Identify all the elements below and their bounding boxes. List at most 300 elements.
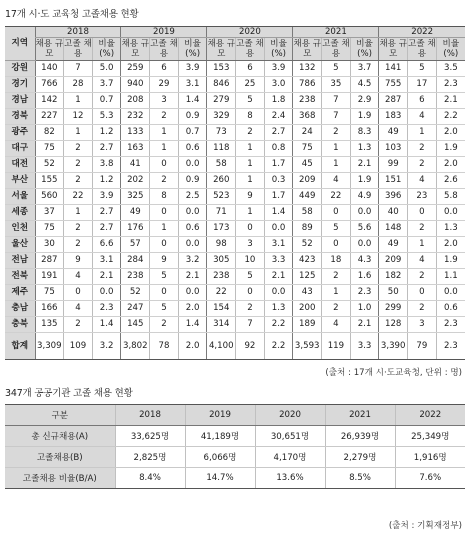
data-cell: 2 (408, 221, 437, 237)
data-cell: 3.7 (350, 61, 379, 77)
region-cell: 울산 (5, 237, 35, 253)
region-cell: 경남 (5, 93, 35, 109)
public-institution-hiring-table (5, 404, 465, 489)
total-cell: 119 (322, 333, 351, 360)
data-cell: 325 (121, 189, 150, 205)
table-row (5, 221, 465, 237)
data-cell: 9 (64, 253, 93, 269)
data-cell: 5 (236, 269, 265, 285)
data-cell: 23 (408, 189, 437, 205)
total-cell: 3,802 (121, 333, 150, 360)
region-cell: 충북 (5, 317, 35, 333)
subheader-cell: 비율 (%) (92, 38, 121, 61)
data-cell: 232 (121, 109, 150, 125)
region-column-header: 지역 (5, 27, 35, 61)
data-cell: 0 (322, 205, 351, 221)
data-cell: 0 (150, 285, 179, 301)
data-cell: 0.0 (92, 285, 121, 301)
data-cell: 98 (207, 237, 236, 253)
data-cell: 1.7 (264, 157, 293, 173)
data-cell: 2 (236, 125, 265, 141)
region-cell: 세종 (5, 205, 35, 221)
data-cell: 176 (121, 221, 150, 237)
data-cell: 0 (236, 285, 265, 301)
data-cell: 3 (408, 317, 437, 333)
table-row (5, 253, 465, 269)
data-cell: 3 (150, 93, 179, 109)
region-cell: 대전 (5, 157, 35, 173)
data-cell: 0.7 (178, 125, 207, 141)
data-cell: 5.6 (350, 221, 379, 237)
data-cell: 128 (379, 317, 408, 333)
year-header: 2021 (325, 405, 395, 426)
data-cell: 2.1 (436, 93, 465, 109)
data-cell: 329 (207, 109, 236, 125)
data-cell: 259 (121, 61, 150, 77)
data-cell: 4 (322, 173, 351, 189)
data-cell: 26,939명 (325, 426, 395, 447)
table1-title: 17개 시·도 교육청 고졸채용 현황 (5, 9, 139, 20)
data-cell: 10 (236, 253, 265, 269)
data-cell: 2.7 (92, 221, 121, 237)
subheader-cell: 채용 규모 (121, 39, 150, 59)
data-cell: 0 (64, 285, 93, 301)
data-cell: 140 (35, 61, 64, 77)
year-header: 2018 (35, 27, 121, 38)
region-cell: 대구 (5, 141, 35, 157)
data-cell: 3.7 (92, 77, 121, 93)
data-cell: 4 (408, 253, 437, 269)
data-cell: 71 (207, 205, 236, 221)
region-cell: 인천 (5, 221, 35, 237)
data-cell: 2 (408, 141, 437, 157)
data-cell: 846 (207, 77, 236, 93)
data-cell: 0.0 (178, 237, 207, 253)
data-cell: 755 (379, 77, 408, 93)
row-label: 총 신규채용(A) (5, 426, 115, 447)
data-cell: 49 (121, 205, 150, 221)
total-cell: 3,593 (293, 333, 322, 360)
data-cell: 1 (64, 93, 93, 109)
data-cell: 173 (207, 221, 236, 237)
data-cell: 1.2 (92, 125, 121, 141)
data-cell: 0 (322, 237, 351, 253)
table-row (5, 141, 465, 157)
year-header: 2022 (395, 405, 465, 426)
data-cell: 209 (379, 253, 408, 269)
data-cell: 287 (35, 253, 64, 269)
data-cell: 3.3 (264, 253, 293, 269)
data-cell: 3.1 (264, 237, 293, 253)
data-cell: 41 (121, 157, 150, 173)
data-cell: 191 (35, 269, 64, 285)
data-cell: 2.7 (92, 205, 121, 221)
data-cell: 2.0 (436, 157, 465, 173)
data-cell: 89 (293, 221, 322, 237)
data-cell: 25 (236, 77, 265, 93)
subheader-cell: 고졸 채용 (408, 39, 436, 59)
data-cell: 7 (64, 61, 93, 77)
data-cell: 6.6 (92, 237, 121, 253)
data-cell: 2.9 (350, 93, 379, 109)
data-cell: 5.3 (92, 109, 121, 125)
region-cell: 경기 (5, 77, 35, 93)
total-cell: 109 (64, 333, 93, 360)
data-cell: 1 (150, 125, 179, 141)
data-cell: 209 (293, 173, 322, 189)
data-cell: 6,066명 (185, 447, 255, 468)
data-cell: 5.8 (436, 189, 465, 205)
row-label: 고졸채용 비율(B/A) (5, 468, 115, 489)
data-cell: 5 (150, 269, 179, 285)
year-header: 2020 (207, 27, 293, 38)
data-cell: 1.7 (264, 189, 293, 205)
data-cell: 238 (207, 269, 236, 285)
data-cell: 4 (64, 301, 93, 317)
total-cell: 92 (236, 333, 265, 360)
data-cell: 1 (64, 205, 93, 221)
data-cell: 4.3 (350, 253, 379, 269)
data-cell: 2.6 (436, 173, 465, 189)
data-cell: 4,170명 (255, 447, 325, 468)
data-cell: 368 (293, 109, 322, 125)
total-cell: 3,390 (379, 333, 408, 360)
year-header: 2019 (121, 27, 207, 38)
year-header: 2020 (255, 405, 325, 426)
year-header: 2021 (293, 27, 379, 38)
data-cell: 151 (379, 173, 408, 189)
data-cell: 0.8 (264, 141, 293, 157)
data-cell: 1 (322, 141, 351, 157)
data-cell: 2 (150, 109, 179, 125)
table-row (5, 237, 465, 253)
region-cell: 강원 (5, 61, 35, 77)
data-cell: 49 (379, 237, 408, 253)
data-cell: 8 (236, 109, 265, 125)
data-cell: 2.3 (92, 301, 121, 317)
region-cell: 충남 (5, 301, 35, 317)
data-cell: 189 (293, 317, 322, 333)
subheader-cell: 고졸 채용 (236, 39, 264, 59)
data-cell: 1.9 (350, 173, 379, 189)
data-cell: 3.9 (264, 61, 293, 77)
table-row (5, 269, 465, 285)
data-cell: 28 (64, 77, 93, 93)
data-cell: 22 (207, 285, 236, 301)
table-row (5, 468, 465, 489)
subheader-cell: 채용 규모 (293, 39, 322, 59)
data-cell: 1 (236, 205, 265, 221)
data-cell: 2 (408, 157, 437, 173)
data-cell: 25,349명 (395, 426, 465, 447)
year-header: 2019 (185, 405, 255, 426)
education-office-hiring-table (5, 26, 465, 360)
data-cell: 33,625명 (115, 426, 185, 447)
subheader-cell: 고졸 채용 (64, 39, 92, 59)
data-cell: 52 (35, 157, 64, 173)
data-cell: 1 (150, 221, 179, 237)
data-cell: 125 (293, 269, 322, 285)
region-cell: 부산 (5, 173, 35, 189)
table-row (5, 125, 465, 141)
data-cell: 3 (236, 237, 265, 253)
data-cell: 3.9 (178, 61, 207, 77)
subheader-cell: 채용 규모 (207, 39, 236, 59)
data-cell: 141 (379, 61, 408, 77)
data-cell: 6 (408, 93, 437, 109)
data-cell: 30,651명 (255, 426, 325, 447)
data-cell: 449 (293, 189, 322, 205)
data-cell: 1.0 (350, 301, 379, 317)
data-cell: 0.6 (178, 221, 207, 237)
data-cell: 153 (207, 61, 236, 77)
data-cell: 14.7% (185, 468, 255, 489)
data-cell: 50 (379, 285, 408, 301)
data-cell: 2.0 (436, 125, 465, 141)
total-row (5, 333, 465, 360)
data-cell: 396 (379, 189, 408, 205)
data-cell: 1 (408, 237, 437, 253)
table-row (5, 447, 465, 468)
subheader-cell: 비율 (%) (436, 38, 465, 61)
data-cell: 8.4% (115, 468, 185, 489)
data-cell: 1 (322, 285, 351, 301)
data-cell: 22 (64, 189, 93, 205)
data-cell: 24 (293, 125, 322, 141)
data-cell: 4 (64, 269, 93, 285)
data-cell: 45 (293, 157, 322, 173)
total-cell: 3.3 (350, 333, 379, 360)
data-cell: 2.0 (436, 237, 465, 253)
data-cell: 2.2 (264, 317, 293, 333)
data-cell: 1 (408, 125, 437, 141)
data-cell: 2 (64, 317, 93, 333)
data-cell: 1 (150, 141, 179, 157)
data-cell: 3.1 (92, 253, 121, 269)
data-cell: 2.3 (436, 317, 465, 333)
data-cell: 1.3 (436, 221, 465, 237)
data-cell: 3.9 (92, 189, 121, 205)
data-cell: 314 (207, 317, 236, 333)
data-cell: 1.2 (92, 173, 121, 189)
data-cell: 1.3 (350, 141, 379, 157)
data-cell: 118 (207, 141, 236, 157)
data-cell: 145 (121, 317, 150, 333)
data-cell: 0.0 (436, 285, 465, 301)
data-cell: 560 (35, 189, 64, 205)
data-cell: 0.9 (178, 109, 207, 125)
data-cell: 75 (35, 285, 64, 301)
data-cell: 0.0 (178, 205, 207, 221)
table1-source-note: (출처 : 17개 시·도교육청, 단위 : 명) (325, 368, 462, 378)
data-cell: 30 (35, 237, 64, 253)
data-cell: 3.1 (178, 77, 207, 93)
data-cell: 37 (35, 205, 64, 221)
table2-title: 347개 공공기관 고졸 채용 현황 (5, 388, 133, 399)
data-cell: 7.6% (395, 468, 465, 489)
data-cell: 18 (322, 253, 351, 269)
data-cell: 4 (408, 109, 437, 125)
data-cell: 5.0 (92, 61, 121, 77)
data-cell: 4 (322, 317, 351, 333)
data-cell: 2,279명 (325, 447, 395, 468)
data-cell: 5 (408, 61, 437, 77)
data-cell: 7 (322, 109, 351, 125)
data-cell: 1.4 (264, 205, 293, 221)
subheader-cell: 채용 규모 (35, 39, 64, 59)
data-cell: 142 (35, 93, 64, 109)
table-row (5, 77, 465, 93)
table2-header-row (5, 405, 465, 426)
data-cell: 1,916명 (395, 447, 465, 468)
table-row (5, 61, 465, 77)
data-cell: 4.5 (350, 77, 379, 93)
data-cell: 3.2 (178, 253, 207, 269)
region-cell: 광주 (5, 125, 35, 141)
data-cell: 1 (236, 157, 265, 173)
data-cell: 6 (236, 61, 265, 77)
corner-header: 구분 (5, 405, 115, 426)
data-cell: 2 (408, 301, 437, 317)
data-cell: 279 (207, 93, 236, 109)
region-cell: 전남 (5, 253, 35, 269)
total-cell: 4,100 (207, 333, 236, 360)
table-row (5, 157, 465, 173)
table-row (5, 205, 465, 221)
data-cell: 2.5 (178, 189, 207, 205)
data-cell: 200 (293, 301, 322, 317)
region-cell: 경북 (5, 109, 35, 125)
data-cell: 9 (150, 253, 179, 269)
table-row (5, 189, 465, 205)
data-cell: 2.0 (178, 301, 207, 317)
data-cell: 0.6 (178, 141, 207, 157)
data-cell: 57 (121, 237, 150, 253)
data-cell: 103 (379, 141, 408, 157)
data-cell: 2.3 (436, 77, 465, 93)
data-cell: 183 (379, 109, 408, 125)
data-cell: 73 (207, 125, 236, 141)
data-cell: 43 (293, 285, 322, 301)
table-row (5, 317, 465, 333)
data-cell: 2 (322, 125, 351, 141)
data-cell: 2.4 (264, 109, 293, 125)
total-cell: 78 (150, 333, 179, 360)
data-cell: 1.3 (264, 301, 293, 317)
data-cell: 0 (408, 205, 437, 221)
data-cell: 227 (35, 109, 64, 125)
data-cell: 305 (207, 253, 236, 269)
data-cell: 58 (293, 205, 322, 221)
table-row (5, 301, 465, 317)
data-cell: 8.3 (350, 125, 379, 141)
data-cell: 2 (64, 237, 93, 253)
data-cell: 1.9 (436, 253, 465, 269)
data-cell: 17 (408, 77, 437, 93)
data-cell: 0.0 (178, 285, 207, 301)
data-cell: 9 (236, 189, 265, 205)
data-cell: 238 (121, 269, 150, 285)
total-label: 합계 (5, 333, 35, 360)
data-cell: 132 (293, 61, 322, 77)
subheader-cell: 비율 (%) (178, 38, 207, 61)
header-row-years (5, 27, 465, 38)
data-cell: 52 (293, 237, 322, 253)
data-cell: 287 (379, 93, 408, 109)
data-cell: 4 (408, 173, 437, 189)
data-cell: 3.8 (92, 157, 121, 173)
data-cell: 1.4 (178, 93, 207, 109)
data-cell: 0.0 (264, 221, 293, 237)
data-cell: 0.9 (178, 173, 207, 189)
total-cell: 2.2 (264, 333, 293, 360)
data-cell: 2.7 (92, 141, 121, 157)
data-cell: 155 (35, 173, 64, 189)
data-cell: 0 (150, 157, 179, 173)
data-cell: 1.6 (350, 269, 379, 285)
data-cell: 202 (121, 173, 150, 189)
data-cell: 7 (322, 93, 351, 109)
data-cell: 2 (322, 301, 351, 317)
header-row-subheaders (5, 38, 465, 61)
total-cell: 2.0 (178, 333, 207, 360)
data-cell: 0.0 (178, 157, 207, 173)
data-cell: 2.7 (264, 125, 293, 141)
data-cell: 22 (322, 189, 351, 205)
table2-source-note: (출처 : 기획재정부) (388, 521, 462, 531)
row-label: 고졸채용(B) (5, 447, 115, 468)
data-cell: 135 (35, 317, 64, 333)
data-cell: 1 (236, 141, 265, 157)
data-cell: 247 (121, 301, 150, 317)
data-cell: 41,189명 (185, 426, 255, 447)
data-cell: 49 (379, 125, 408, 141)
data-cell: 13.6% (255, 468, 325, 489)
data-cell: 6 (150, 61, 179, 77)
data-cell: 0.0 (264, 285, 293, 301)
subheader-cell: 고졸 채용 (150, 39, 178, 59)
subheader-cell: 고졸 채용 (322, 39, 350, 59)
data-cell: 0.6 (436, 301, 465, 317)
region-cell: 서울 (5, 189, 35, 205)
total-cell: 79 (408, 333, 437, 360)
data-cell: 208 (121, 93, 150, 109)
data-cell: 423 (293, 253, 322, 269)
data-cell: 5 (322, 61, 351, 77)
data-cell: 0 (236, 221, 265, 237)
data-cell: 166 (35, 301, 64, 317)
data-cell: 0.3 (264, 173, 293, 189)
data-cell: 82 (35, 125, 64, 141)
data-cell: 58 (207, 157, 236, 173)
data-cell: 0.0 (350, 205, 379, 221)
data-cell: 40 (379, 205, 408, 221)
data-cell: 2 (64, 141, 93, 157)
data-cell: 2.3 (350, 285, 379, 301)
subheader-cell: 비율 (%) (264, 38, 293, 61)
data-cell: 299 (379, 301, 408, 317)
data-cell: 35 (322, 77, 351, 93)
data-cell: 2 (408, 269, 437, 285)
table-row (5, 426, 465, 447)
data-cell: 260 (207, 173, 236, 189)
data-cell: 2.1 (92, 269, 121, 285)
year-header: 2022 (379, 27, 465, 38)
data-cell: 0.7 (92, 93, 121, 109)
region-cell: 제주 (5, 285, 35, 301)
data-cell: 1.9 (350, 109, 379, 125)
data-cell: 1 (322, 157, 351, 173)
